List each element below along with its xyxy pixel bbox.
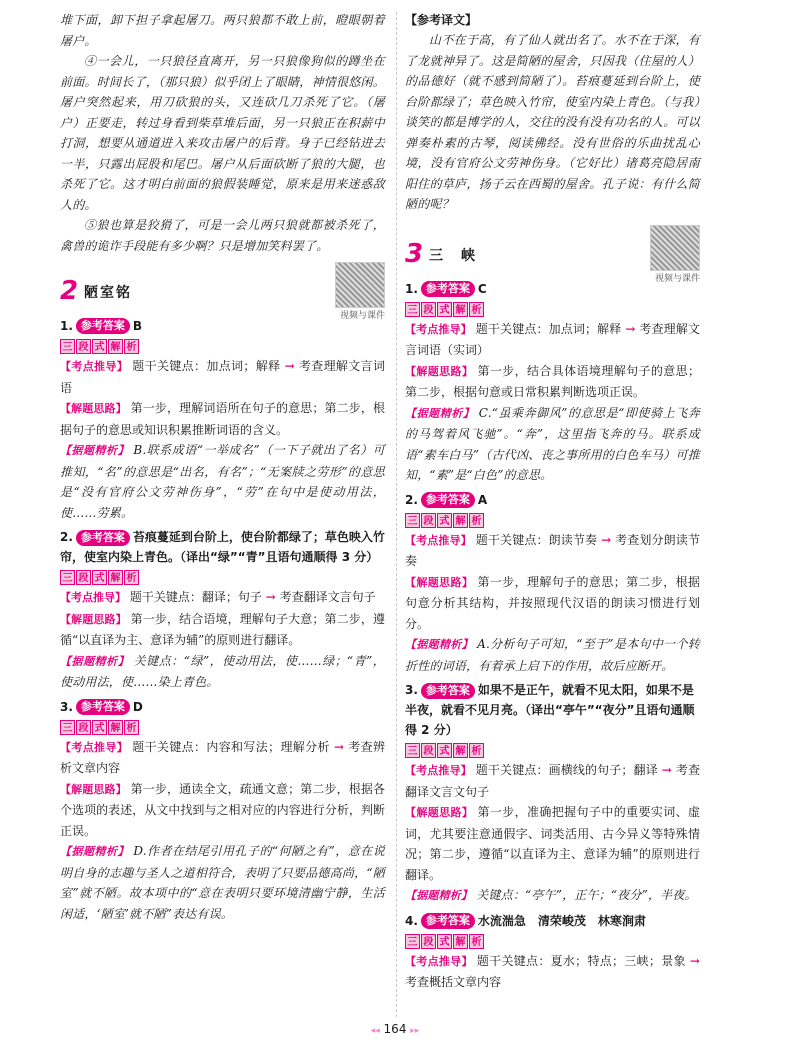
analysis-badge: 三 段 式 解 析 xyxy=(405,743,700,758)
qr-code-icon[interactable] xyxy=(650,225,700,271)
text-paragraph: ④一会儿，一只狼径直离开，另一只狼像狗似的蹲坐在前面。时间长了，（那只狼）似乎闭上了眼睛，神情很悠闲。屠户突然起来，用刀砍狼的头，又连砍几刀杀死了它。（屠户）正要走，转过身看到柴草堆后面，另一只狼正在积薪中打洞，想要从通道进入来攻击屠户的后背。身子已经钻进去一半，只露出屁股和尾巴。屠户从后面砍断了狼的大腿，也杀死了它。这才明白前面的狼假装睡觉，原来是用来迷惑敌人的。 xyxy=(60,54,385,212)
question-block: 4. 参考答案 水流湍急 清荣峻茂 林寒涧肃 三 段 式 解 析 【考点推导】 题干关键点：夏水；特点；三峡；景象 → 考查概括文章内容 xyxy=(405,911,700,993)
kd-line: 【考点推导】 题干关键点：加点词；解释 → 考查理解文言词语 xyxy=(60,359,385,395)
qr-code-icon[interactable] xyxy=(335,262,385,308)
answer-tag: 参考答案 xyxy=(76,318,130,334)
answer-value: 水流湍急 清荣峻茂 林寒涧肃 xyxy=(477,913,646,928)
footer-deco-right: ▸▸ xyxy=(410,1026,420,1036)
right-column xyxy=(405,10,700,995)
section-title: 陋室铭 xyxy=(84,285,132,301)
arrow-icon: → xyxy=(689,953,700,968)
jp-line: 【据题精析】 B.联系成语“一举成名”（一下子就出了名）可推知，“名”的意思是“出名，有名”；“无案牍之劳形”的意思是“没有官府公文劳神伤身”，“劳”在句中是使动用法，使……劳累。 xyxy=(60,443,385,520)
analysis-badge: 三 段 式 解 析 xyxy=(405,934,700,949)
reference-title: 【参考译文】 xyxy=(405,13,478,27)
question-block xyxy=(60,316,385,523)
section-header xyxy=(405,231,700,284)
section-number: 3 xyxy=(405,238,424,269)
question-block: 1. 参考答案 C 三 段 式 解 析 【考点推导】 题干关键点：加点词；解释 → 考查理解文言词语（实词） 【解题思路】 第一步，结合具体语境理解句子的意思；第二步，根据句意或日常积累判断选项正误。 【据题精析】 C.“虽乘奔御风”的意思是“即使骑上飞奔的马驾着风飞驰”。“奔”，这里指飞奔的马。联系成语“素车白马”（古代凶、丧之事所用的白色车马）可推知，“素”是“白色”的意思。 xyxy=(405,279,700,486)
arrow-icon: → xyxy=(625,321,636,336)
section-number: 2 xyxy=(60,276,79,306)
analysis-badge: 三 段 式 解 析 xyxy=(405,513,700,528)
analysis-badge: 三 段 式 解 析 xyxy=(60,720,385,735)
qr-label: 视频与课件 xyxy=(339,311,385,321)
answer-value: 如果不是正午，就看不见太阳，如果不是半夜，就看不见月亮。（译出“亭午”“夜分”且语句通顺得 2 分） xyxy=(405,683,695,737)
footer-deco-left: ◂◂ xyxy=(370,1026,380,1036)
question-block: 3. 参考答案 如果不是正午，就看不见太阳，如果不是半夜，就看不见月亮。（译出“亭午”“夜分”且语句通顺得 2 分） 三 段 式 解 析 【考点推导】 题干关键点：画横线的句子；翻译 → 考查翻译文言文句子 【解题思路】 第一步，准确把握句子中的重要实词、虚词，尤其要注意通假字、词类活用、古今异义等特殊情况；第二步，遵循“以直译为主、意译为辅”的原则进行翻译。 【据题精析】 关键点：“亭午”，正午；“夜分”，半夜。 xyxy=(405,683,700,902)
reference-text: 山不在于高，有了仙人就出名了。水不在于深，有了龙就神异了。这是简陋的屋舍，只因我（住屋的人）的品德好（就不感到简陋了）。苔痕蔓延到台阶上，使台阶都绿了；草色映入竹帘，使室内染上青色。（与我）谈笑的都是博学的人，交往的没有没有功名的人。可以弹奏朴素的古琴，阅读佛经。没有世俗的乐曲扰乱心境，没有官府公文劳神伤身。（它好比）诸葛亮隐居南阳住的草庐，扬子云在西蜀的屋舍。孔子说：有什么简陋的呢？ xyxy=(405,33,700,211)
answer-value: A xyxy=(477,492,488,507)
answer-value: D xyxy=(132,699,143,714)
question-block: 2. 参考答案 A 三 段 式 解 析 【考点推导】 题干关键点：朗读节奏 → 考查划分朗读节奏 【解题思路】 第一步，理解句子的意思；第二步，根据句意分析其结构，并按照现代汉语的朗读习惯进行划分。 【据题精析】 A.分析句子可知，“至于”是本句中一个转折性的词语，有着承上启下的作用，故后应断开。 xyxy=(405,490,700,677)
page-number: 164 xyxy=(383,1022,407,1036)
section-title: 三 峡 xyxy=(429,247,477,264)
ts-line: 【解题思路】 第一步，理解词语所在句子的意思；第二步，根据句子的意思或知识积累推断词语的含义。 xyxy=(60,401,385,437)
text-paragraph: 堆下面，卸下担子拿起屠刀。两只狼都不敢上前，瞪眼朝着屠户。 xyxy=(60,13,385,48)
arrow-icon: → xyxy=(265,590,276,604)
qr-label: 视频与课件 xyxy=(654,273,700,284)
answer-value: 苔痕蔓延到台阶上，使台阶都绿了；草色映入竹帘，使室内染上青色。（译出“绿”“青”且语句通顺得 3 分） xyxy=(60,530,385,564)
page-footer xyxy=(0,1022,790,1036)
arrow-icon: → xyxy=(284,359,295,373)
question-block: 2. 参考答案 苔痕蔓延到台阶上，使台阶都绿了；草色映入竹帘，使室内染上青色。（译出“绿”“青”且语句通顺得 3 分） 三 段 式 解 析 【考点推导】 题干关键点：翻译；句子 → 考查翻译文言句子 【解题思路】 第一步，结合语境，理解句子大意；第二步，遵循“以直译为主、意译为辅”的原则进行翻译。 【据题精析】 关键点：“绿”，使动用法，使……绿；“青”，使动用法，使……染上青色。 xyxy=(60,530,386,689)
analysis-badge: 三 段 式 解 析 xyxy=(60,339,385,354)
question-number: 1. xyxy=(60,319,73,333)
text-paragraph: ⑤狼也算是狡猾了，可是一会儿两只狼就都被杀死了，禽兽的诡诈手段能有多少啊？只是增加笑料罢了。 xyxy=(60,218,385,253)
arrow-icon: → xyxy=(334,739,345,754)
arrow-icon: → xyxy=(601,532,612,547)
column-divider xyxy=(396,12,397,1017)
analysis-badge: 三 段 式 解 析 xyxy=(60,570,385,585)
answer-value: B xyxy=(132,319,143,333)
question-block: 3. 参考答案 D 三 段 式 解 析 【考点推导】 题干关键点：内容和写法；理解分析 → 考查辨析文章内容 【解题思路】 第一步，通读全文，疏通文意；第二步，根据各个选项的表述，从文中找到与之相对应的内容进行分析，判断正误。 【据题精析】 D.作者在结尾引用孔子的“何陋之有”，意在说明自身的志趣与圣人之道相符合，表明了只要品德高尚，“陋室”就不陋。故本项中的“意在表明只要环境清幽宁静，生活闲适，‘陋室’就不陋”表达有误。 xyxy=(60,697,385,925)
section-header xyxy=(60,268,385,321)
arrow-icon: → xyxy=(661,763,672,777)
answer-value: C xyxy=(477,281,487,296)
left-column xyxy=(60,10,385,926)
analysis-badge: 三 段 式 解 析 xyxy=(405,302,700,317)
